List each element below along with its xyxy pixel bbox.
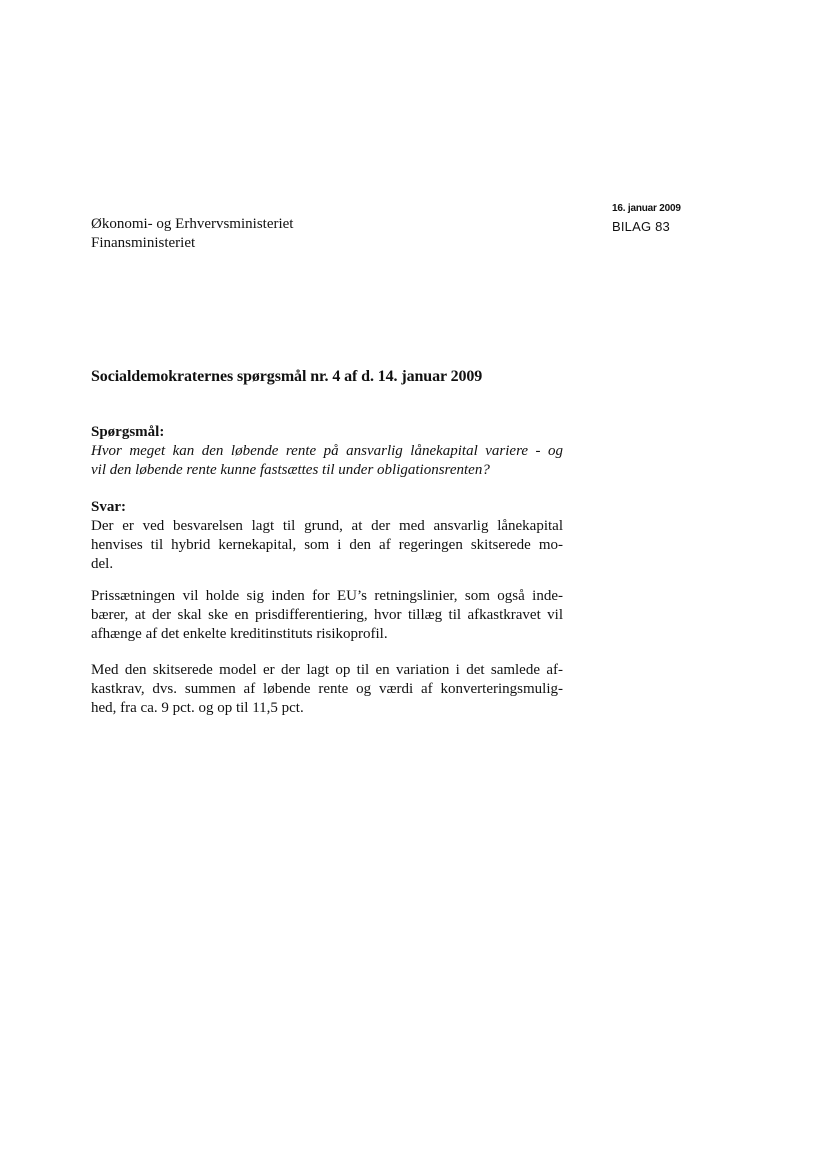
answer-paragraph-1 [91, 517, 563, 574]
answer-line: bærer, at der skal ske en prisdifferentiering, hvor tillæg til afkastkravet vil [91, 607, 563, 623]
document-title: Socialdemokraternes spørgsmål nr. 4 af d. 14. januar 2009 [91, 368, 483, 385]
answer-paragraph-2 [91, 587, 563, 644]
sender-ministry-2: Finansministeriet [91, 235, 196, 251]
answer-heading: Svar: [91, 499, 126, 515]
bilag-stamp: BILAG 83 [612, 219, 670, 234]
sender-ministry-1: Økonomi- og Erhvervsministeriet [91, 216, 294, 232]
answer-line: Med den skitserede model er der lagt op til en variation i det samlede af- [91, 662, 563, 678]
answer-line: del. [91, 556, 114, 572]
answer-line: kastkrav, dvs. summen af løbende rente og værdi af konverteringsmulig- [91, 681, 563, 697]
answer-paragraph-3 [91, 661, 563, 718]
answer-line: henvises til hybrid kernekapital, som i den af regeringen skitserede mo- [91, 537, 563, 553]
answer-line: Der er ved besvarelsen lagt til grund, at der med ansvarlig lånekapital [91, 518, 563, 534]
date-stamp: 16. januar 2009 [612, 203, 681, 214]
question-section [91, 423, 563, 480]
question-line: Hvor meget kan den løbende rente på ansvarlig lånekapital variere - og [91, 443, 563, 459]
question-text [91, 442, 563, 480]
question-heading: Spørgsmål: [91, 424, 165, 440]
sender-block [91, 215, 293, 253]
answer-section [91, 498, 563, 574]
answer-line: hed, fra ca. 9 pct. og op til 11,5 pct. [91, 700, 304, 716]
answer-line: Prissætningen vil holde sig inden for EU’s retningslinier, som også inde- [91, 588, 563, 604]
question-line: vil den løbende rente kunne fastsættes til under obligationsrenten? [91, 462, 490, 478]
answer-line: afhænge af det enkelte kreditinstituts risikoprofil. [91, 626, 388, 642]
